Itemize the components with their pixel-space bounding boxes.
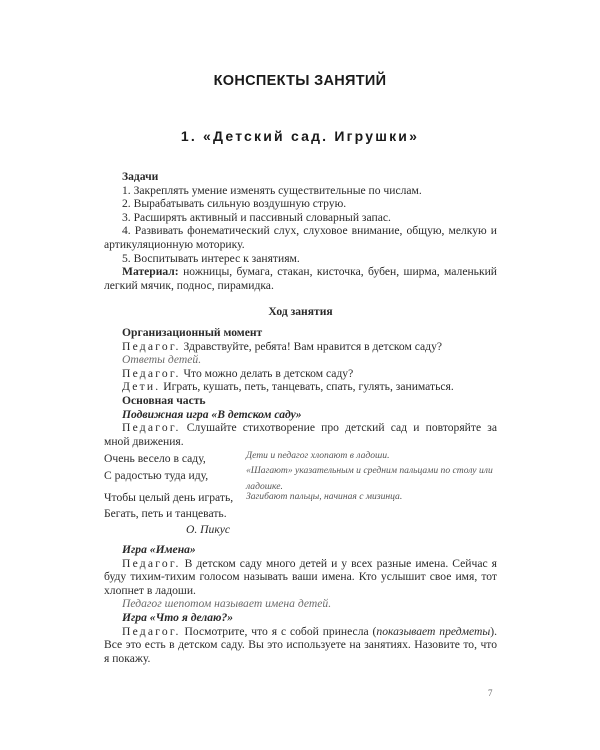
speech-text: Что можно делать в детском саду?: [180, 366, 354, 380]
tasks-section: [104, 170, 497, 292]
speaker-children: Дети.: [122, 380, 161, 394]
speech-text: Посмотрите, что я с собой принесла (: [180, 624, 377, 638]
speech-text: Играть, кушать, петь, танцевать, спать, гулять, заниматься.: [160, 380, 454, 394]
poem-direction: Дети и педагог хлопают в ладоши.: [246, 450, 390, 461]
poem-author: О. Пикус: [186, 523, 231, 536]
speech-italic: показывает предметы: [376, 624, 491, 638]
dialog-line: [104, 625, 497, 666]
stage-direction: Педагог шепотом называет имена детей.: [122, 597, 332, 611]
speech-text: ). Все это есть в детском саду. Вы это используете на занятиях. Назовите то, что я покажу.: [104, 624, 497, 665]
poem-line: С радостью туда иду,: [104, 469, 209, 482]
dialog-line: [104, 340, 497, 354]
tasks-heading: Задачи: [122, 170, 159, 183]
dialog-line: [104, 421, 497, 448]
page-number: 7: [488, 688, 493, 698]
main-part-heading: Основная часть: [122, 393, 206, 407]
chapter-title: КОНСПЕКТЫ ЗАНЯТИЙ: [213, 73, 387, 89]
game-title: Игра «Имена»: [122, 543, 196, 556]
poem-line: Бегать, петь и танцевать.: [104, 507, 227, 520]
task-item: 5. Воспитывать интерес к занятиям.: [122, 251, 300, 265]
org-moment-heading: Организационный момент: [122, 326, 263, 339]
speaker-pedagog: Педагог.: [122, 339, 181, 353]
task-item: 4. Развивать фонематический слух, слуховое внимание, общую, мелкую и артикуляционную моторику.: [104, 224, 497, 251]
course-heading: Ход занятия: [268, 305, 333, 318]
material-paragraph: [104, 265, 497, 292]
poem-line: Чтобы целый день играть,: [104, 491, 234, 504]
dialog-line: [104, 557, 497, 598]
material-text: ножницы, бумага, стакан, кисточка, бубен, ширма, маленький легкий мячик, поднос, пирамидка.: [104, 265, 497, 292]
task-item: 1. Закреплять умение изменять существительные по числам.: [122, 183, 422, 197]
task-item: 2. Вырабатывать сильную воздушную струю.: [122, 197, 347, 211]
game-names-section: [104, 543, 497, 665]
speaker-pedagog: Педагог.: [122, 421, 181, 435]
speech-text: Здравствуйте, ребята! Вам нравится в детском саду?: [180, 339, 443, 353]
stage-direction: Ответы детей.: [122, 353, 202, 367]
poem-direction: Загибают пальцы, начиная с мизинца.: [246, 491, 403, 502]
speech-text: В детском саду много детей и у всех разные имена. Сейчас я буду тихим-тихим голосом называть ваши имена. Кто услышит свое имя, тот хлопнет в ладоши.: [104, 556, 497, 597]
material-label: Материал:: [122, 265, 179, 279]
poem-direction: «Шагают» указательным и средним пальцами по столу или ладошке.: [246, 465, 493, 492]
poem-line: Очень весело в саду,: [104, 452, 206, 465]
game-title: Игра «Что я делаю?»: [122, 610, 234, 624]
speech-text: Слушайте стихотворение про детский сад и повторяйте за мной движения.: [104, 421, 497, 448]
speaker-pedagog: Педагог.: [122, 624, 181, 638]
dialog-line: [104, 380, 497, 394]
task-item: 3. Расширять активный и пассивный словарный запас.: [122, 210, 391, 224]
dialog-line: [104, 367, 497, 381]
speaker-pedagog: Педагог.: [122, 366, 181, 380]
speaker-pedagog: Педагог.: [122, 556, 181, 570]
game-title: Подвижная игра «В детском саду»: [122, 407, 302, 421]
course-section: [104, 326, 497, 448]
lesson-title: 1. «Детский сад. Игрушки»: [180, 128, 420, 144]
